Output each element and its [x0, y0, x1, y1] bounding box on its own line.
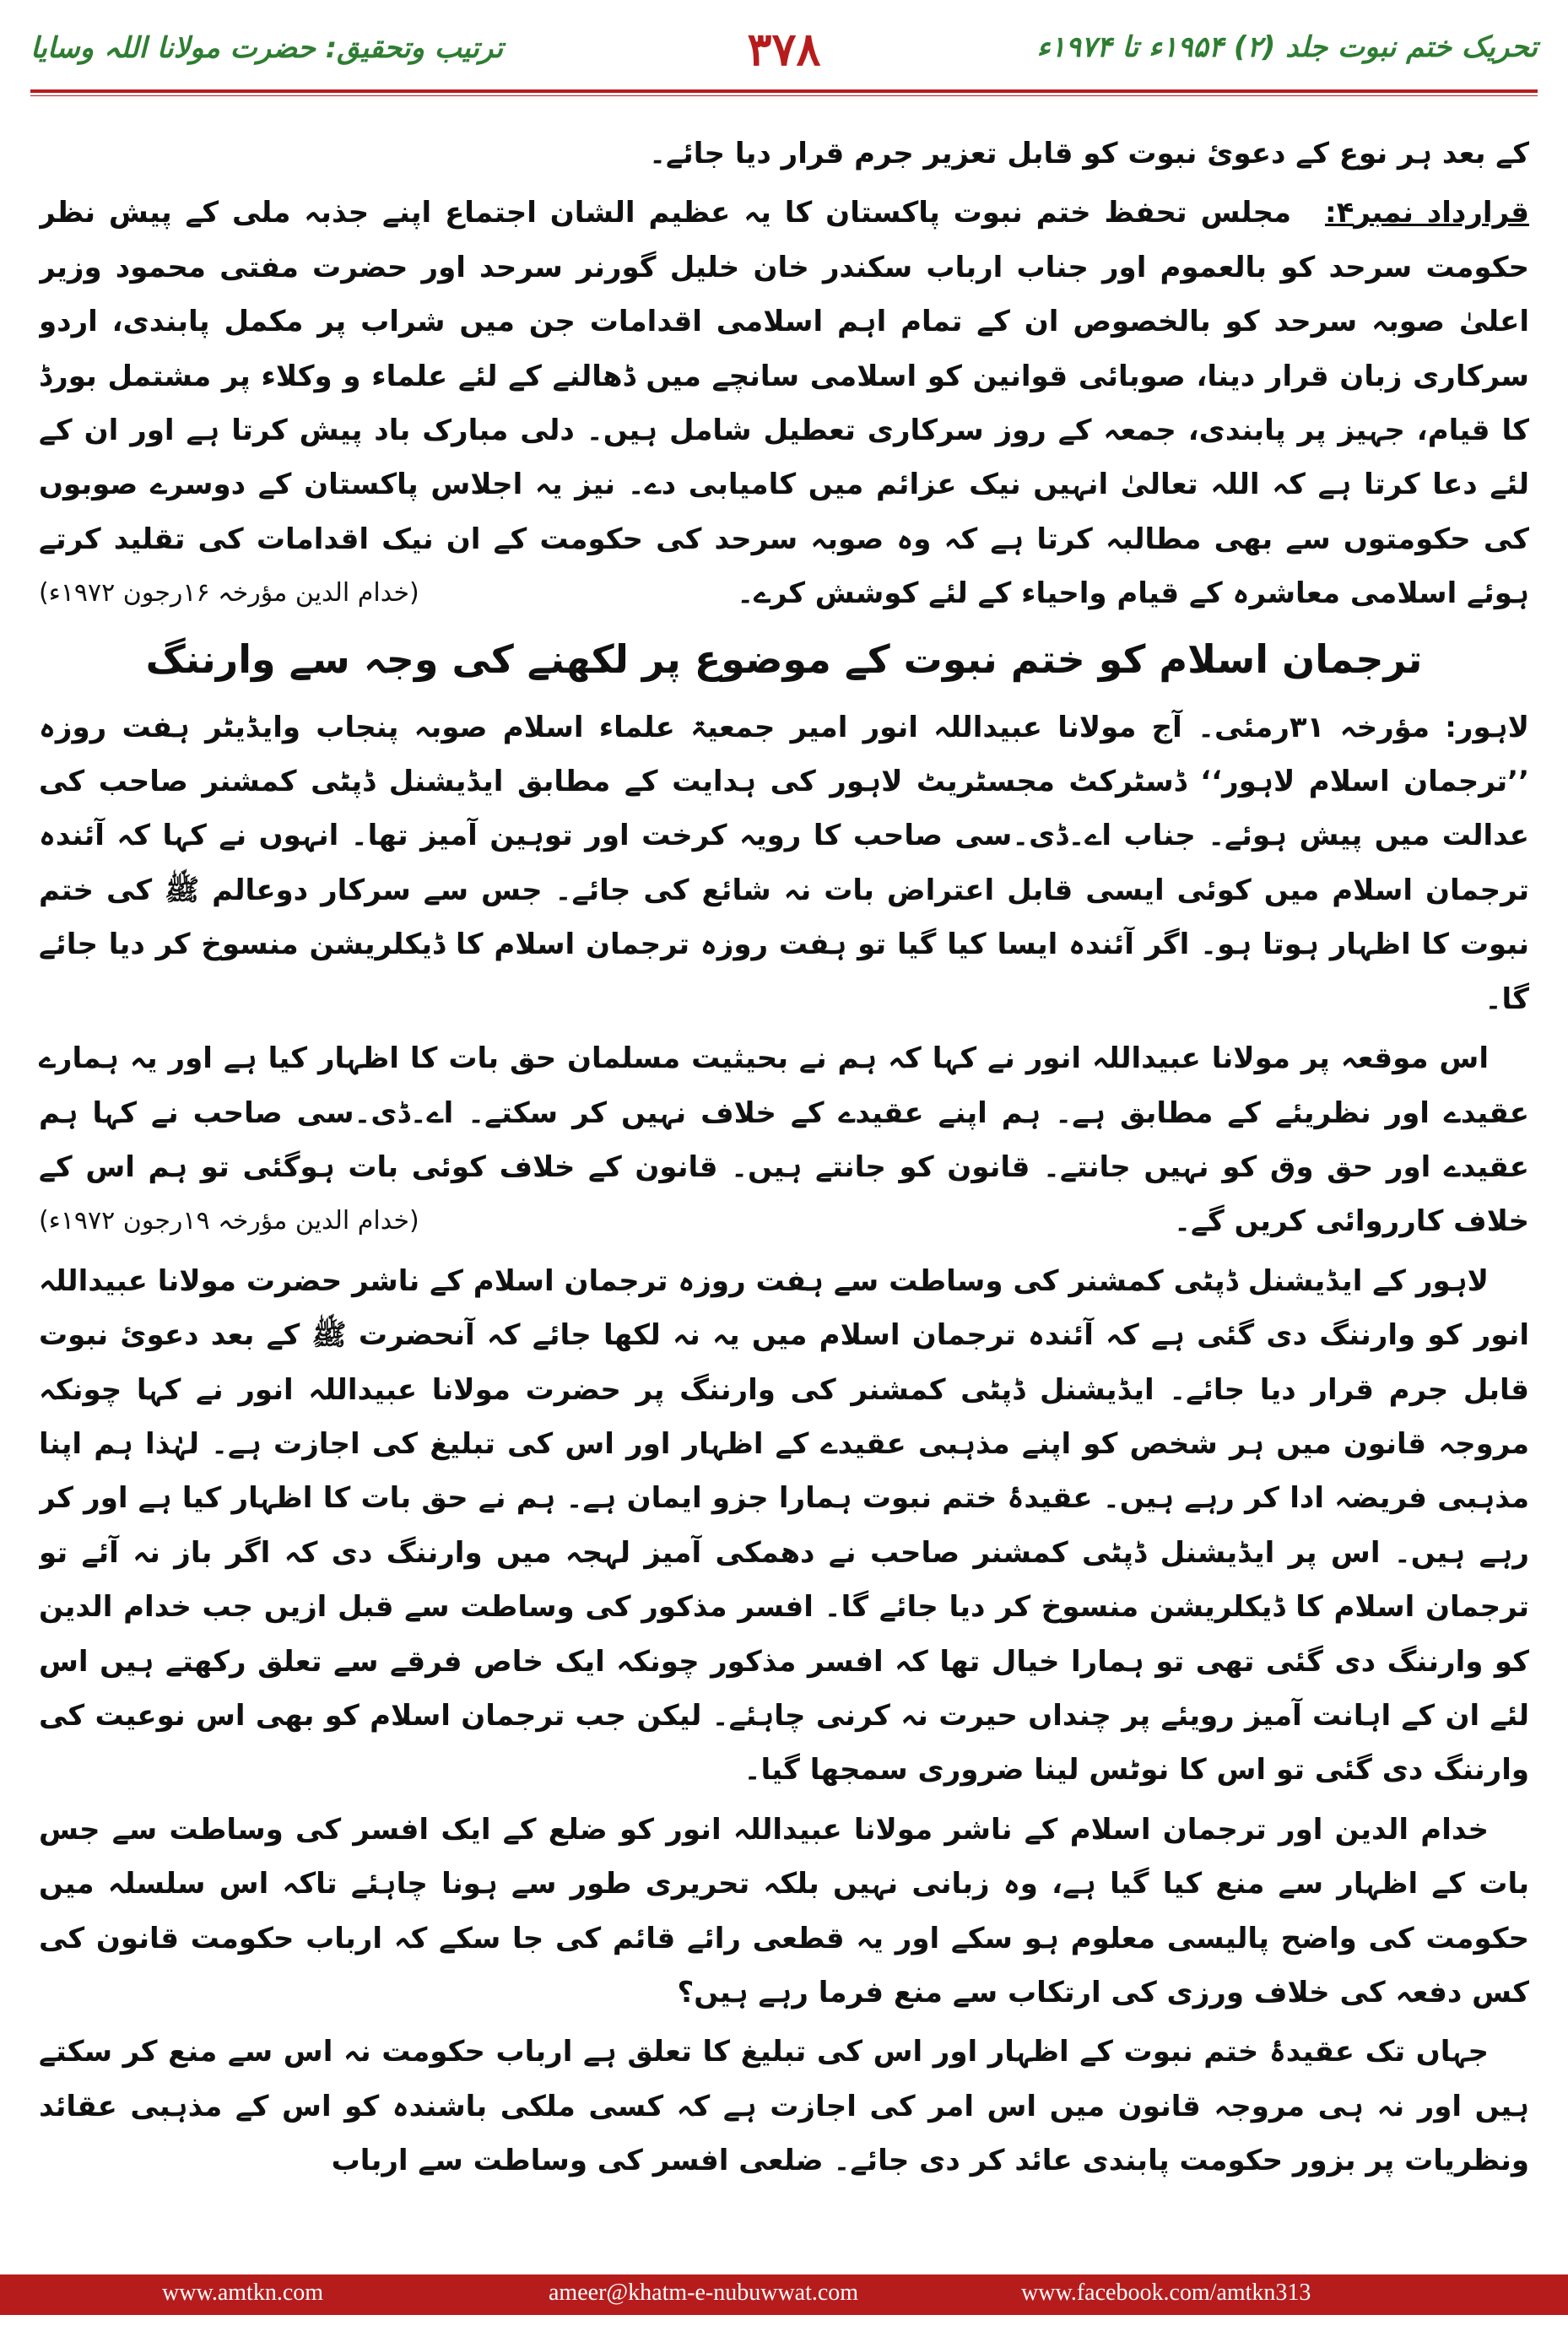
source-citation: (خدام الدین مؤرخہ ۱۶رجون ۱۹۷۲ء): [39, 578, 419, 608]
resolution-4: [39, 186, 1529, 620]
series-title: تحریک ختم نبوت جلد (۲) ۱۹۵۴ء تا ۱۹۷۴ء: [1036, 30, 1538, 64]
source-citation: (خدام الدین مؤرخہ ۱۹رجون ۱۹۷۲ء): [39, 1206, 419, 1236]
header-divider-thin: [30, 95, 1538, 96]
page-number: ۳۷۸: [747, 22, 821, 76]
resolution-label: قرارداد نمبر۴:: [1324, 196, 1529, 230]
section-heading: ترجمان اسلام کو ختم نبوت کے موضوع پر لکھنے کی وجہ سے وارننگ: [145, 636, 1423, 682]
header-divider: [30, 89, 1538, 93]
page-footer: [0, 2274, 1568, 2315]
footer-email-link[interactable]: ameer@khatm-e-nubuwwat.com: [549, 2280, 859, 2306]
paragraph-6: خدام الدین اور ترجمان اسلام کے ناشر مولانا عبیداللہ انور کو ضلع کے ایک افسر کی وساطت سے جس بات کے اظہار سے منع کیا گیا ہے، وہ زبانی نہیں بلکہ تحریری طور سے ہونا چاہئے تاکہ اس سلسلہ میں حکومت کی واضح پالیسی معلوم ہو سکے اور یہ قطعی رائے قائم کی جا سکے کہ ارباب حکومت قانون کی کس دفعہ کی خلاف ورزی کی ارتکاب سے منع فرما رہے ہیں؟: [39, 1812, 1529, 2009]
footer-facebook-link[interactable]: www.facebook.com/amtkn313: [1021, 2280, 1311, 2306]
paragraph-5: لاہور کے ایڈیشنل ڈپٹی کمشنر کی وساطت سے ہفت روزہ ترجمان اسلام کے ناشر حضرت مولانا عبیداللہ انور کو وارننگ دی گئی ہے کہ آئندہ ترجمان اسلام میں یہ نہ لکھا جائے کہ آنحضرت ﷺ کے بعد دعوئ نبوت قابل جرم قرار دیا جائے۔ ایڈیشنل ڈپٹی کمشنر کی وارننگ پر حضرت مولانا عبیداللہ انور نے کہا چونکہ مروجہ قانون میں ہر شخص کو اپنے مذہبی عقیدے کے اظہار اور اس کی تبلیغ کی اجازت ہے۔ لہٰذا ہم اپنا مذہبی فریضہ ادا کر رہے ہیں۔ عقیدۂ ختم نبوت ہمارا جزو ایمان ہے۔ ہم نے حق بات کا اظہار کیا ہے اور کر رہے ہیں۔ اس پر ایڈیشنل ڈپٹی کمشنر صاحب نے دھمکی آمیز لہجہ میں وارننگ دی کہ اگر باز نہ آئے تو ترجمان اسلام کا ڈیکلریشن منسوخ کر دیا جائے گا۔ افسر مذکور کی وساطت سے قبل ازیں جب خدام الدین کو وارننگ دی گئی تھی تو ہمارا خیال تھا کہ افسر مذکور چونکہ ایک خاص فرقے سے تعلق رکھتے ہیں اس لئے ان کے اہانت آمیز رویئے پر چنداں حیرت نہ کرنی چاہئے۔ لیکن جب ترجمان اسلام کو بھی اس نوعیت کی وارننگ دی گئی تو اس کا نوٹس لینا ضروری سمجھا گیا۔: [39, 1263, 1529, 1788]
paragraph-7: جہاں تک عقیدۂ ختم نبوت کے اظہار اور اس کی تبلیغ کا تعلق ہے ارباب حکومت نہ اس سے منع کر سکتے ہیں اور نہ ہی مروجہ قانون میں اس امر کی اجازت ہے کہ کسی ملکی باشندہ کو اس کے مذہبی عقائد ونظریات پر بزور حکومت پابندی عائد کر دی جائے۔ ضلعی افسر کی وساطت سے ارباب: [39, 2035, 1529, 2178]
compiler-credit: ترتیب وتحقیق: حضرت مولانا اللہ وسایا: [30, 31, 504, 65]
page-header: [30, 24, 1538, 83]
paragraph-3: لاہور: مؤرخہ ۳۱رمئی۔ آج مولانا عبیداللہ انور امیر جمعیۃ علماء اسلام صوبہ پنجاب وایڈیٹر ہفت روزہ ’’ترجمان اسلام لاہور‘‘ ڈسٹرکٹ مجسٹریٹ لاہور کی ہدایت کے مطابق ایڈیشنل ڈپٹی کمشنر صاحب کی عدالت میں پیش ہوئے۔ جناب اے۔ڈی۔سی صاحب کا رویہ کرخت اور توہین آمیز تھا۔ انہوں نے کہا کہ آئندہ ترجمان اسلام میں کوئی ایسی قابل اعتراض بات نہ شائع کی جائے۔ جس سے سرکار دوعالم ﷺ کی ختم نبوت کا اظہار ہوتا ہو۔ اگر آئندہ ایسا کیا گیا تو ہفت روزہ ترجمان اسلام کا ڈیکلریشن منسوخ کر دیا جائے گا۔: [39, 710, 1529, 1016]
resolution-text: مجلس تحفظ ختم نبوت پاکستان کا یہ عظیم الشان اجتماع اپنے جذبہ ملی کے پیش نظر حکومت سرحد کو بالعموم اور جناب ارباب سکندر خان خلیل گورنر سرحد اور حضرت مفتی محمود وزیر اعلیٰ صوبہ سرحد کو بالخصوص ان کے تمام اہم اسلامی اقدامات جن میں شراب پر مکمل پابندی، اردو سرکاری زبان قرار دینا، صوبائی قوانین کو اسلامی سانچے میں ڈھالنے کے لئے علماء و وکلاء پر مشتمل بورڈ کا قیام، جہیز پر پابندی، جمعہ کے روز سرکاری تعطیل شامل ہیں۔ دلی مبارک باد پیش کرتا ہے اور ان کے لئے دعا کرتا ہے کہ اللہ تعالیٰ انہیں نیک عزائم میں کامیابی دے۔ نیز یہ اجلاس پاکستان کے دوسرے صوبوں کی حکومتوں سے بھی مطالبہ کرتا ہے کہ وہ صوبہ سرحد کی حکومت کے ان نیک اقدامات کی تقلید کرتے ہوئے اسلامی معاشرہ کے قیام واحیاء کے لئے کوشش کرے۔: [39, 196, 1529, 611]
paragraph-4-text: اس موقعہ پر مولانا عبیداللہ انور نے کہا کہ ہم نے بحیثیت مسلمان حق بات کا اظہار کیا ہے اور یہ ہمارے عقیدے اور نظریئے کے مطابق ہے۔ ہم اپنے عقیدے کے خلاف نہیں کر سکتے۔ اے۔ڈی۔سی صاحب نے کہا ہم عقیدے اور حق وق کو نہیں جانتے۔ قانون کو جانتے ہیں۔ قانون کے خلاف کوئی بات ہوگئی تو ہم اس کے خلاف کارروائی کریں گے۔: [39, 1041, 1529, 1239]
paragraph-1: کے بعد ہر نوع کے دعوئ نبوت کو قابل تعزیر جرم قرار دیا جائے۔: [649, 137, 1529, 170]
page-body: [39, 127, 1529, 2253]
footer-website-link[interactable]: www.amtkn.com: [162, 2280, 324, 2306]
paragraph-4: [39, 1031, 1529, 1249]
